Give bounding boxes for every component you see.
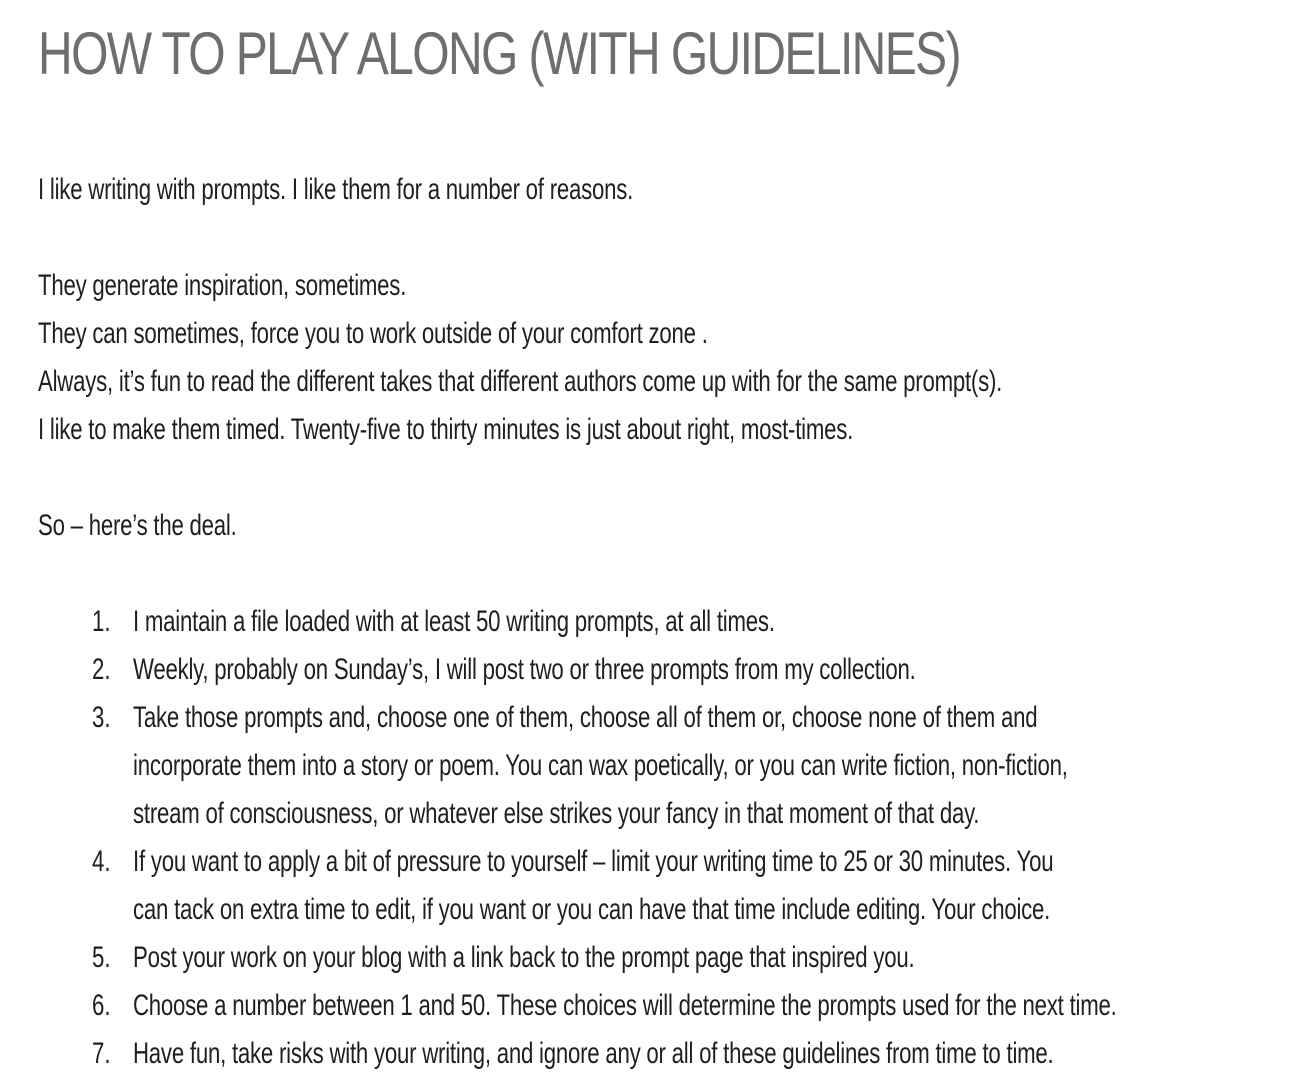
- deal-paragraph: So – here’s the deal.: [38, 509, 237, 542]
- list-item-text: [133, 982, 1117, 1030]
- reason-line: I like to make them timed. Twenty-five to thirty minutes is just about right, most-times.: [38, 413, 854, 446]
- list-item-number: 5.: [92, 941, 111, 974]
- list-item-text: [133, 1030, 1054, 1078]
- list-item-line: I maintain a file loaded with at least 50 writing prompts, at all times.: [133, 605, 775, 638]
- list-item-line: can tack on extra time to edit, if you want or you can have that time include editing. Your choice.: [133, 893, 1051, 926]
- list-item-line: Post your work on your blog with a link back to the prompt page that inspired you.: [133, 941, 915, 974]
- list-item-text: [133, 934, 1008, 982]
- list-item: [38, 934, 1316, 982]
- list-item-text: [133, 838, 1054, 934]
- list-item-line: Choose a number between 1 and 50. These choices will determine the prompts used for the next time.: [133, 989, 1117, 1022]
- list-item: [38, 646, 1316, 694]
- reason-line: They generate inspiration, sometimes.: [38, 269, 407, 302]
- list-item-number: 7.: [92, 1037, 111, 1070]
- list-item-text: [133, 646, 1008, 694]
- list-item: [38, 694, 1316, 838]
- reasons-paragraph: [38, 262, 1002, 454]
- list-item: [38, 1030, 1316, 1078]
- list-item-number: 4.: [92, 845, 111, 878]
- list-item-line: stream of consciousness, or whatever else strikes your fancy in that moment of that day.: [133, 797, 980, 830]
- list-item-number: 6.: [92, 989, 111, 1022]
- intro-paragraph: I like writing with prompts. I like them for a number of reasons.: [38, 173, 634, 206]
- list-item-number: 2.: [92, 653, 111, 686]
- list-item-line: Take those prompts and, choose one of them, choose all of them or, choose none of them and: [133, 701, 1038, 734]
- list-item: [38, 598, 1316, 646]
- guidelines-list: [38, 598, 1316, 1078]
- list-item-line: incorporate them into a story or poem. You can wax poetically, or you can write fiction, non-fiction,: [133, 749, 1068, 782]
- list-item-text: [133, 598, 1008, 646]
- reason-line: They can sometimes, force you to work outside of your comfort zone .: [38, 317, 708, 350]
- page-title: HOW TO PLAY ALONG (WITH GUIDELINES): [38, 20, 960, 87]
- list-item-text: [133, 694, 1068, 838]
- list-item-line: If you want to apply a bit of pressure to yourself – limit your writing time to 25 or 30 minutes. You: [133, 845, 1054, 878]
- list-item-line: Weekly, probably on Sunday’s, I will post two or three prompts from my collection.: [133, 653, 916, 686]
- list-item: [38, 838, 1316, 934]
- list-item-number: 1.: [92, 605, 111, 638]
- list-item-number: 3.: [92, 701, 111, 734]
- list-item-line: Have fun, take risks with your writing, and ignore any or all of these guidelines from time to time.: [133, 1037, 1054, 1070]
- reason-line: Always, it’s fun to read the different takes that different authors come up with for the same prompt(s).: [38, 365, 1003, 398]
- list-item: [38, 982, 1316, 1030]
